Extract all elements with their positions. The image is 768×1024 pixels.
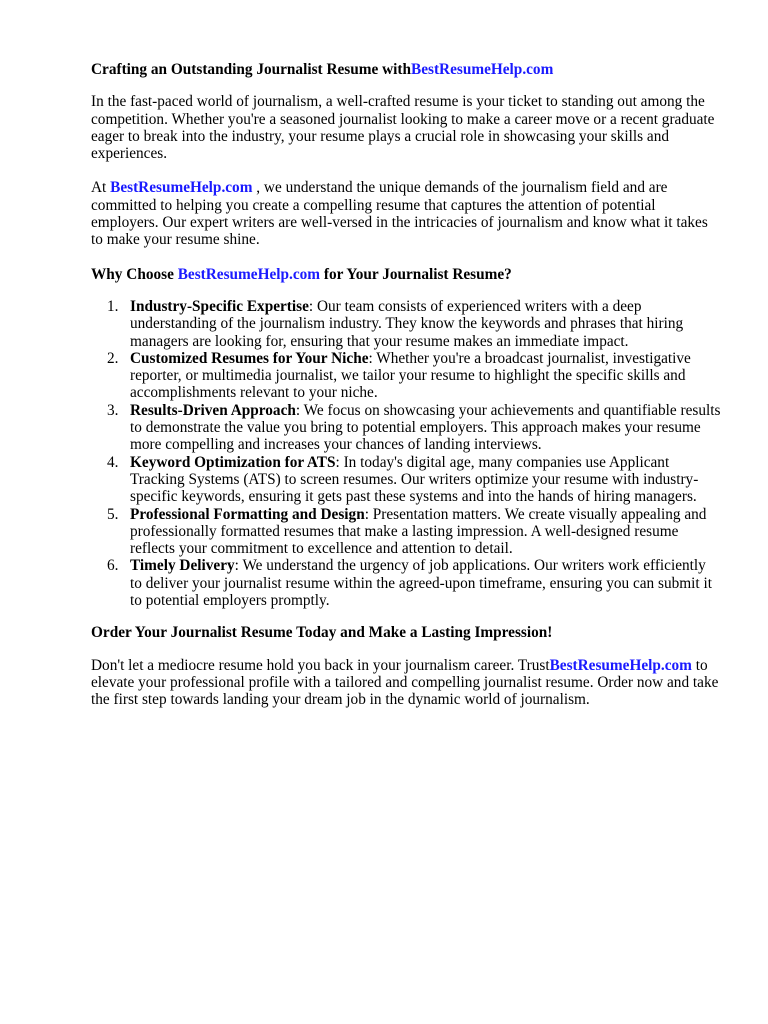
- list-item: [91, 454, 721, 506]
- order-prefix: Don't let a mediocre resume hold you back in your journalism career. Trust: [91, 656, 550, 674]
- why-heading: [91, 266, 721, 283]
- why-link[interactable]: BestResumeHelp.com: [177, 265, 321, 283]
- list-term: Keyword Optimization for ATS: [130, 453, 336, 471]
- page-title-text: Crafting an Outstanding Journalist Resume with: [91, 61, 411, 78]
- list-item: [91, 402, 721, 454]
- order-link[interactable]: BestResumeHelp.com: [549, 656, 692, 674]
- list-item: [91, 506, 721, 558]
- list-term: Customized Resumes for Your Niche: [130, 349, 369, 367]
- list-item: [91, 350, 721, 402]
- about-prefix: At: [91, 179, 111, 197]
- list-desc: : Whether you're a broadcast journalist, investigative reporter, or multimedia journalist, we tailor your resume to highlight the specific skills and accomplishments relevant to your niche.: [130, 349, 691, 402]
- list-desc: : Presentation matters. We create visually appealing and professionally formatted resumes that make a lasting impression. A well-designed resume reflects your commitment to excellence and attention to detail.: [130, 505, 707, 558]
- list-desc: : In today's digital age, many companies use Applicant Tracking Systems (ATS) to screen resumes. Our writers optimize your resume with industry-specific keywords, ensuring it gets past these systems and into the hands of hiring managers.: [130, 453, 699, 506]
- list-desc: : Our team consists of experienced writers with a deep understanding of the journalism industry. They know the keywords and phrases that hiring managers are looking for, ensuring that your resume makes an immediate impact.: [130, 297, 684, 350]
- about-link[interactable]: BestResumeHelp.com: [110, 179, 253, 197]
- order-text: to elevate your professional profile with a tailored and compelling journalist resume. Order now and take the first step towards landing your dream job in the dynamic world of journalism.: [91, 656, 719, 709]
- why-prefix: Why Choose: [91, 265, 178, 283]
- order-heading: Order Your Journalist Resume Today and Make a Lasting Impression!: [91, 624, 553, 642]
- order-paragraph: [91, 657, 721, 709]
- list-term: Professional Formatting and Design: [130, 505, 365, 523]
- about-paragraph: [91, 179, 721, 248]
- reasons-list: [91, 298, 721, 609]
- list-number: 3.: [107, 401, 119, 419]
- list-number: 4.: [107, 453, 119, 471]
- list-number: 1.: [107, 297, 119, 315]
- why-suffix: for Your Journalist Resume?: [320, 265, 512, 283]
- list-number: 2.: [107, 349, 119, 367]
- intro-paragraph: In the fast-paced world of journalism, a well-crafted resume is your ticket to standing out among the competition. Whether you're a seasoned journalist looking to make a career move or a recent graduate eager to break into the industry, your resume plays a crucial role in showcasing your skills and experiences.: [91, 93, 715, 163]
- list-number: 5.: [107, 505, 119, 523]
- page-title: [91, 61, 721, 78]
- list-term: Results-Driven Approach: [130, 401, 296, 419]
- list-item: [91, 557, 721, 609]
- about-text: , we understand the unique demands of the journalism field and are committed to helping you create a compelling resume that captures the attention of potential employers. Our expert writers are well-versed in the intricacies of journalism and know what it takes to make your resume shine.: [91, 179, 708, 249]
- list-term: Timely Delivery: [130, 557, 235, 575]
- list-desc: : We focus on showcasing your achievements and quantifiable results to demonstrate the value you bring to potential employers. This approach makes your resume more compelling and increases your chances of landing interviews.: [130, 401, 721, 454]
- list-desc: : We understand the urgency of job applications. Our writers work efficiently to deliver your journalist resume within the agreed-upon timeframe, ensuring you can submit it to potential employers promptly.: [130, 557, 712, 610]
- list-number: 6.: [107, 557, 119, 575]
- document-page: [91, 61, 721, 709]
- title-link[interactable]: BestResumeHelp.com: [411, 61, 554, 78]
- list-item: [91, 298, 721, 350]
- list-term: Industry-Specific Expertise: [130, 297, 309, 315]
